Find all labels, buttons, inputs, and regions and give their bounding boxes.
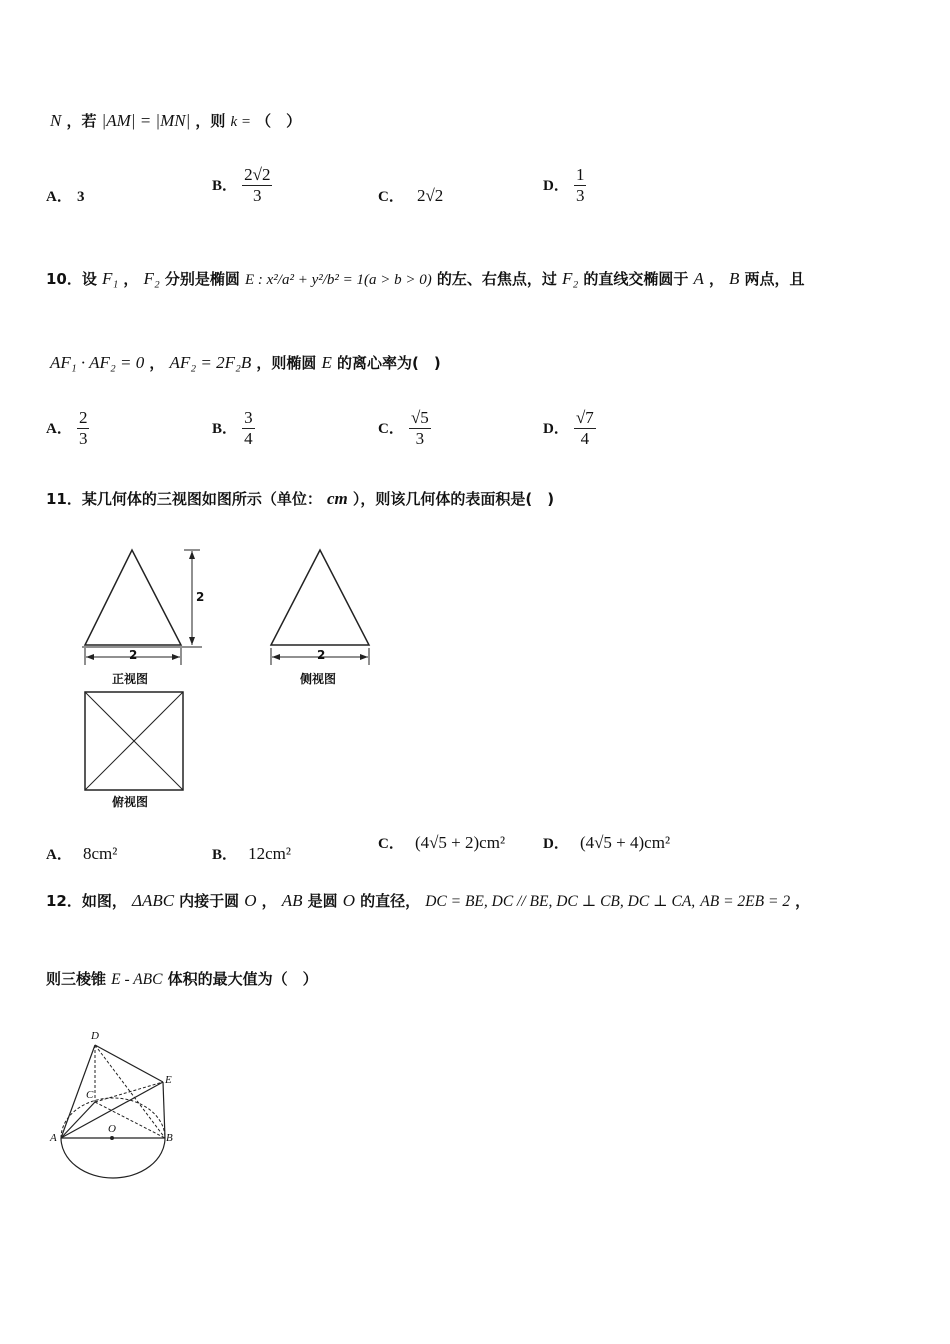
option-letter: B． (212, 421, 238, 437)
q10-point-b: B (729, 269, 740, 288)
dim-front-width-label: 2 (129, 648, 138, 662)
segment-ac (61, 1102, 95, 1138)
side-width-arrow-right (360, 654, 368, 660)
q12-ab: AB (281, 891, 303, 910)
option-value: (4√5 + 4)cm² (579, 833, 671, 852)
q10-f1: F₁ (101, 269, 119, 288)
option-letter: B． (212, 178, 238, 194)
q10-e: E (321, 353, 332, 372)
q12-stem-line2 (46, 968, 318, 989)
q12-text-5: 体积的最大值为（ ） (167, 970, 318, 988)
option-letter: B． (212, 847, 238, 863)
point-d-label: D (91, 1030, 99, 1042)
q10-condition-2: AF₂ = 2F₂B (169, 353, 252, 372)
q10-ellipse-equation: E : x²/a² + y²/b² = 1(a > b > 0) (244, 272, 432, 288)
option-letter: A． (46, 847, 72, 863)
q10-f2b: F₂ (561, 269, 579, 288)
side-view-label: 侧视图 (300, 672, 337, 686)
fraction-numerator: 1 (575, 165, 585, 184)
q10-sep3: ， (149, 354, 165, 372)
q10-text-3: 的直线交椭圆于 (583, 270, 689, 288)
option-value: (4√5 + 2)cm² (414, 833, 506, 852)
q12-text-1: 内接于圆 (179, 892, 240, 910)
q10-sep2: ， (708, 270, 724, 288)
q12-sep: ， (261, 892, 277, 910)
point-c-label: C (86, 1089, 94, 1101)
q12-stem-line1 (46, 890, 810, 911)
q10-sep: ， (123, 270, 139, 288)
fraction-numerator: 3 (244, 408, 253, 427)
front-view-label: 正视图 (112, 672, 149, 686)
point-e-label: E (165, 1074, 172, 1086)
q11-option-b[interactable] (212, 843, 291, 864)
q12-triangle: ΔABC (131, 891, 175, 910)
q9-text-ruo: ，若 (66, 112, 97, 130)
q9-k: k = (230, 114, 251, 130)
q10-text-2: 的左、右焦点，过 (436, 270, 557, 288)
fraction-numerator: 2 (78, 408, 88, 427)
option-letter: A． (46, 421, 72, 437)
option-letter: C． (378, 189, 404, 205)
option-value: 12cm² (248, 844, 291, 863)
option-value: 3 (76, 189, 85, 205)
top-view-label: 俯视图 (112, 795, 149, 809)
q11-text-2: ），则该几何体的表面积是( ) (352, 490, 555, 508)
q11-unit: cm (326, 489, 348, 508)
front-width-arrow-left (86, 654, 94, 660)
fraction-denominator: 4 (580, 429, 590, 448)
q10-number: 10．设 (46, 270, 97, 288)
q10-text-4: 两点，且 (744, 270, 805, 288)
option-letter: D． (543, 836, 569, 852)
point-o-label: O (108, 1123, 116, 1135)
segment-ce (95, 1082, 163, 1102)
option-letter: C． (378, 836, 404, 852)
q12-o2: O (342, 891, 356, 910)
q9-paren: （ ） (256, 112, 302, 130)
q12-conditions: DC = BE, DC // BE, DC ⊥ CB, DC ⊥ CA, (425, 893, 696, 910)
option-value: 8cm² (82, 844, 118, 863)
q12-text-4: 则三棱锥 (46, 970, 107, 988)
front-width-arrow-right (172, 654, 180, 660)
front-view-triangle (85, 550, 181, 645)
fraction-numerator: 2√2 (244, 165, 271, 184)
segment-de (95, 1045, 163, 1082)
q12-comma: ， (795, 892, 811, 910)
q10-f2: F₂ (143, 269, 160, 288)
side-view-triangle (271, 550, 369, 645)
q11-text-1: 11．某几何体的三视图如图所示（单位： (46, 490, 322, 508)
q11-option-d[interactable] (543, 832, 670, 853)
q10-condition-1: AF₁ · AF₂ = 0 (50, 353, 145, 372)
q12-number: 12．如图， (46, 892, 127, 910)
dim-height-label: 2 (196, 590, 205, 604)
height-arrow-top (189, 551, 195, 559)
q9-point-n: N (50, 111, 62, 130)
q10-text-1: 分别是椭圆 (164, 270, 240, 288)
side-width-arrow-left (272, 654, 280, 660)
option-letter: C． (378, 421, 404, 437)
point-b-label: B (166, 1132, 173, 1144)
q10-text-5: ，则椭圆 (256, 354, 317, 372)
q10-text-6: 的离心率为( ) (337, 354, 441, 372)
center-o-dot (110, 1136, 114, 1140)
option-letter: D． (543, 421, 569, 437)
fraction-denominator: 3 (575, 186, 585, 205)
fraction-denominator: 3 (253, 186, 262, 205)
fraction-denominator: 4 (244, 429, 253, 448)
q10-point-a: A (693, 269, 704, 288)
segment-cb (95, 1102, 165, 1138)
circle-lower-arc (61, 1138, 165, 1178)
q12-condition-2: AB = 2EB = 2 (700, 893, 791, 910)
fraction-denominator: 3 (415, 429, 425, 448)
q9-abs-condition: |AM| = |MN| (101, 111, 191, 130)
fraction-denominator: 3 (78, 429, 88, 448)
q12-text-2: 是圆 (307, 892, 338, 910)
q11-option-a[interactable] (46, 843, 117, 864)
q12-o: O (244, 891, 257, 910)
fraction-numerator: √5 (410, 408, 429, 427)
q12-figure (61, 1045, 165, 1178)
q12-text-3: 的直径， (360, 892, 421, 910)
point-a-label: A (50, 1132, 57, 1144)
height-arrow-bottom (189, 637, 195, 645)
option-value: 2√2 (416, 186, 444, 205)
option-letter: A． (46, 189, 72, 205)
option-letter: D． (543, 178, 569, 194)
q9-text-ze: ，则 (195, 112, 226, 130)
q12-pyramid: E - ABC (111, 971, 163, 988)
dim-side-width-label: 2 (317, 648, 326, 662)
q11-option-c[interactable] (378, 832, 505, 853)
fraction-numerator: √7 (575, 408, 594, 427)
